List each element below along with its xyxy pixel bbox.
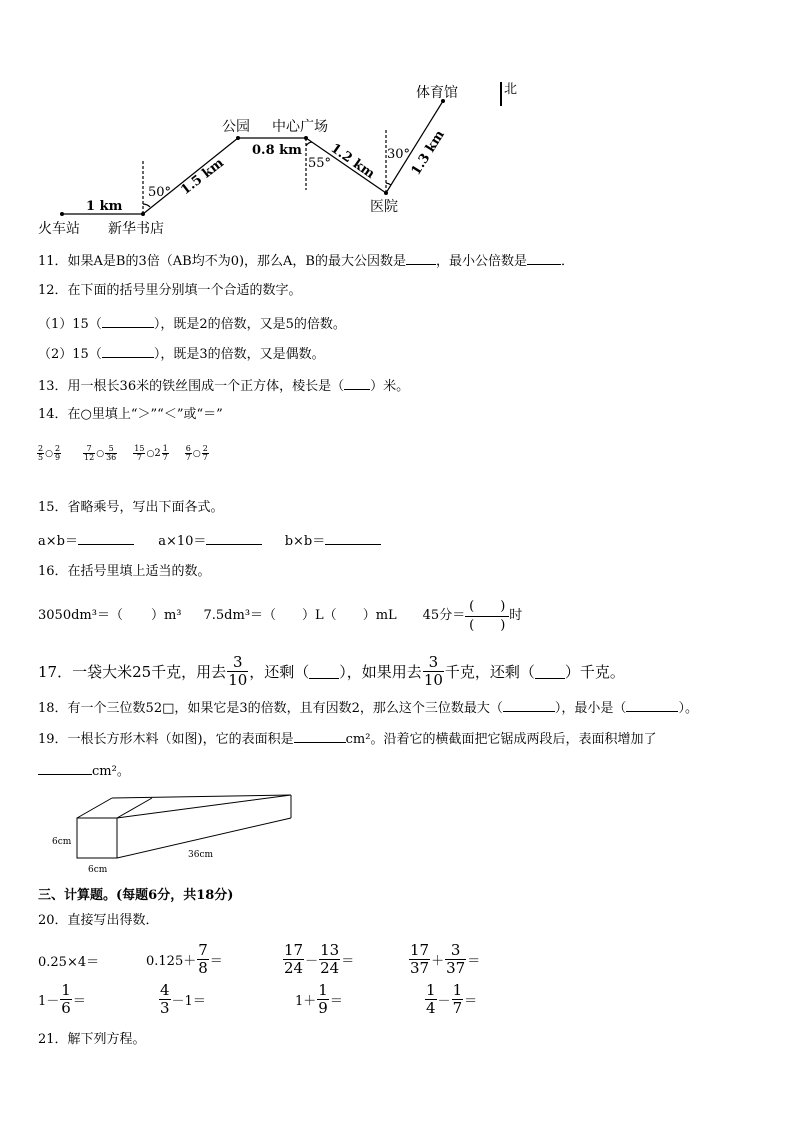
question-13: 13．用一根长36米的铁丝围成一个正方体，棱长是（ ）米。	[38, 375, 409, 396]
question-12-part-1: （1）15（ ），既是2的倍数，又是5的倍数。	[38, 313, 346, 334]
prism-height-label: 6cm	[52, 837, 72, 847]
map-distance-4: 1.2 km	[327, 140, 378, 182]
map-distance-2: 1.5 km	[178, 155, 227, 199]
question-14-comparisons	[36, 445, 210, 462]
question-20: 20．直接写出得数．	[38, 913, 159, 928]
calc-item-2: 0.125＋ $\frac{7}{8}$ ＝	[146, 940, 223, 977]
question-12: 12．在下面的括号里分别填一个合适的数字。	[38, 283, 302, 298]
calc-item-7: 1＋ $\frac{1}{9}$ ＝	[295, 980, 343, 1017]
question-17: 17．一袋大米25千克，用去 $\frac{3}{10}$ ，还剩（ ），如果用去 $\frac{3}{10}$ 千克，还剩（ ）千克。	[38, 653, 625, 689]
calc-item-5: 1－ $\frac{1}{6}$ ＝	[38, 980, 86, 1017]
answer-blank[interactable]	[325, 530, 381, 545]
answer-blank[interactable]	[102, 313, 154, 328]
section-3-heading: 三、计算题。(每题6分，共18分)	[38, 888, 234, 903]
map-distance-5: 1.3 km	[408, 127, 448, 179]
question-19: 19．一根长方形木料（如图)，它的表面积是 cm²。沿着它的横截面把它锯成两段后，表面积增加了	[38, 728, 656, 749]
map-angle-1: 50°	[148, 185, 172, 200]
answer-blank[interactable]	[78, 530, 134, 545]
comparison-item: $\frac{2}{5}$ ○ $\frac{2}{9}$	[38, 444, 61, 462]
question-12-part-2: （2）15（ ），既是3的倍数，又是偶数。	[38, 343, 325, 364]
question-15-items: a×b＝ a×10＝ b×b＝	[38, 530, 381, 551]
answer-blank[interactable]	[38, 760, 92, 775]
question-18: 18．有一个三位数52□，如果它是3的倍数，且有因数2，那么这个三位数最大（ ），最小是（ ）。	[38, 697, 698, 718]
map-station-label: 火车站	[38, 221, 80, 237]
map-angle-3: 30°	[387, 147, 411, 162]
question-16-items: 3050dm³＝（ ）m³ 7.5dm³＝（ ）L（ ）mL 45分＝ $\frac{( )}{( )}$ 时	[38, 598, 523, 633]
comparison-item: $\frac{6}{7}$ ○ $\frac{2}{7}$	[185, 444, 208, 462]
calc-item-6: $\frac{4}{3}$ －1＝	[160, 980, 206, 1017]
map-bookstore-label: 新华书店	[108, 221, 164, 237]
question-19-line-2: cm²。	[38, 760, 130, 781]
answer-blank[interactable]	[406, 250, 436, 265]
answer-blank[interactable]	[626, 697, 678, 712]
answer-blank[interactable]	[206, 530, 262, 545]
map-angle-2: 55°	[308, 156, 332, 171]
answer-blank[interactable]	[503, 697, 555, 712]
question-15: 15．省略乘号，写出下面各式。	[38, 500, 224, 515]
question-11: 11．如果A是B的3倍（AB均不为0)，那么A，B的最大公因数是 ，最小公倍数是 ．	[38, 250, 574, 271]
map-distance-3: 0.8 km	[252, 143, 302, 158]
compare-circle-icon[interactable]: ○	[192, 448, 201, 459]
route-map-figure	[0, 0, 794, 245]
comparison-item: $\frac{7}{12}$ ○ $\frac{5}{36}$	[84, 444, 117, 462]
answer-blank[interactable]	[102, 343, 154, 358]
question-14: 14．在○里填上“＞”“＜”或“＝”	[38, 407, 223, 422]
map-center-label: 中心广场	[272, 119, 328, 135]
map-north-label: 北	[504, 82, 518, 97]
question-16: 16．在括号里填上适当的数。	[38, 564, 211, 579]
map-distance-1: 1 km	[86, 199, 123, 214]
answer-blank[interactable]	[535, 664, 565, 679]
calc-item-8: $\frac{1}{4}$ － $\frac{1}{7}$ ＝	[426, 980, 478, 1017]
wood-prism-figure	[0, 790, 320, 880]
calc-item-3: $\frac{17}{24}$ － $\frac{13}{24}$ ＝	[284, 940, 355, 977]
comparison-item: $\frac{15}{7}$ ○ 2 $\frac{1}{7}$	[134, 444, 168, 462]
answer-blank[interactable]	[527, 250, 561, 265]
answer-blank[interactable]	[309, 664, 339, 679]
question-21: 21．解下列方程。	[38, 1032, 146, 1047]
answer-blank[interactable]	[344, 375, 370, 390]
map-park-label: 公园	[222, 119, 250, 135]
answer-blank[interactable]	[294, 728, 346, 743]
compare-circle-icon[interactable]: ○	[45, 448, 53, 459]
prism-width-label: 6cm	[88, 865, 108, 875]
compare-circle-icon[interactable]: ○	[96, 448, 105, 459]
map-hospital-label: 医院	[370, 199, 398, 215]
answer-fraction[interactable]: $\frac{( )}{( )}$	[465, 598, 509, 635]
compare-circle-icon[interactable]: ○	[146, 448, 155, 459]
map-stadium-label: 体育馆	[416, 85, 458, 101]
calc-item-4: $\frac{17}{37}$ ＋ $\frac{3}{37}$ ＝	[410, 940, 481, 977]
calc-item-1: 0.25×4＝	[38, 954, 100, 970]
prism-length-label: 36cm	[188, 850, 214, 860]
